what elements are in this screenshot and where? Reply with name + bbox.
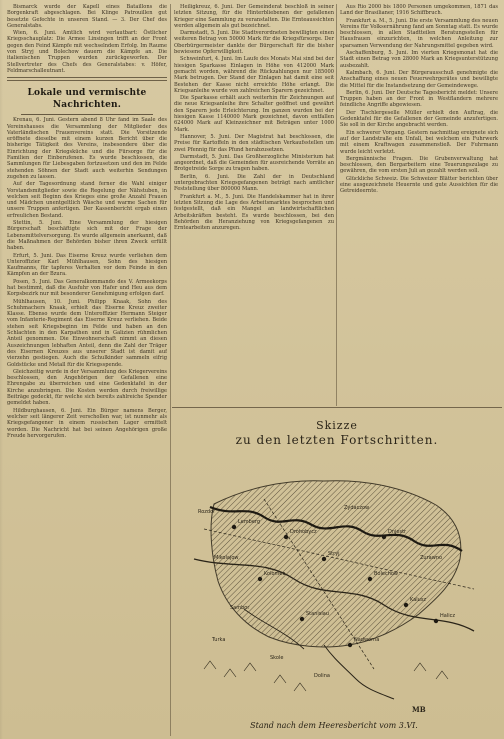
- place-label: Kolomea: [264, 571, 286, 577]
- section-heading: Lokale und vermischte Nachrichten.: [27, 88, 147, 111]
- article-paragraph: Berlin, 6. Juni. Der Deutsche Tagesbericht meldet: Unsere Truppen haben an der Front in Westflandern mehrere feindliche Angriffe abgewiesen.: [340, 89, 498, 109]
- map-drawing: [174, 409, 500, 709]
- article-paragraph: Aus Rio 2000 bis 1800 Personen umgekommen, 1871 das Land der Brasilianer, 1916 Schiffbruch.: [340, 4, 498, 17]
- map-sketch: [174, 409, 500, 736]
- article-paragraph: Hildburghausen, 6. Juni. Ein Bürger namens Berger, welcher seit längerer Zeit verschollen war, ist nunmehr als Kriegsgefangener in einem russischen Lager ermittelt worden. Die Nachricht hat bei seinen Angehörigen große Freude hervorgerufen.: [7, 407, 167, 439]
- place-label: Dolina: [314, 673, 330, 679]
- article-paragraph: Hannover, 5. Juni. Der Magistrat hat beschlossen, die Preise für Kartoffeln in den städtischen Verkaufsstellen um zwei Pfennig für das Pfund herabzusetzen.: [174, 133, 334, 153]
- map-signature: MB: [412, 705, 426, 714]
- article-paragraph: Aschaffenburg, 5. Juni. Im vierten Kriegsmonat hat die Stadt einen Betrag von 28000 Mark an Kriegsunterstützung ausbezahlt.: [340, 50, 498, 69]
- article-paragraph: Kalmbach, 6. Juni. Der Bürgerausschuß genehmigte die Anschaffung eines neuen Feuerwehrgerätes und bewilligte die Mittel für die Instandsetzung der Gemeindewege.: [340, 69, 498, 89]
- place-label: Kalusz: [410, 597, 427, 603]
- river: [324, 645, 394, 699]
- article-paragraph: Posen, 5. Juni. Das Generalkommando des V. Armeekorps hat bestimmt, daß die Ausfuhr von Hafer und Heu aus dem Korpsbezirk nur mit besonderer Genehmigung erfolgen darf.: [7, 278, 167, 298]
- map-title: Skizze: [316, 419, 358, 432]
- article-paragraph: Darmstadt, 5. Juni. Das Großherzogliche Ministerium hat angeordnet, daß die Gemeinden für ausreichende Vorräte an Brotgetreide Sorge zu tragen haben.: [174, 153, 334, 173]
- article-paragraph: Ein schwerer Vorgang. Gestern nachmittag ereignete sich auf der Landstraße ein Unfall, bei welchem ein Fuhrwerk mit einem Kraftwagen zusammenstieß. Der Fuhrmann wurde leicht verletzt.: [340, 129, 498, 155]
- place-label: Sambor: [230, 605, 250, 611]
- column-left: [7, 4, 167, 734]
- column-rule: [336, 4, 337, 406]
- place-label: Halicz: [440, 613, 455, 619]
- place-label: Zydaczow: [344, 505, 370, 511]
- article-paragraph: Der Tischlergeselle Müller erhielt den Auftrag, die Gedenktafel für die Gefallenen der Gemeinde anzufertigen. Sie soll in der Kirche angebracht werden.: [340, 109, 498, 129]
- place-label: Turka: [212, 637, 226, 643]
- article-paragraph: Berlin, 6. Juni. Die Zahl der in Deutschland untergebrachten Kriegsgefangenen beträgt nach amtlicher Feststellung über 800000 Mann.: [174, 173, 334, 193]
- column-middle: [174, 4, 334, 408]
- article-paragraph: Schweinfurt, 4. Juni. Im Laufe des Monats Mai sind bei der hiesigen Sparkasse Einlagen in Höhe von 412000 Mark gemacht worden, während die Rückzahlungen nur 185000 Mark betrugen. Der Stand der Einlagen hat damit eine seit Bestehen der Kasse nicht erreichte Höhe erlangt. Die Kriegsanleihe wurde von zahlreichen Sparern gezeichnet.: [174, 56, 334, 94]
- article-paragraph: Frankfurt a. M., 5. Juni. Die Handelskammer hat in ihrer letzten Sitzung die Lage des Arbeitsmarktes besprochen und festgestellt, daß ein Mangel an landwirtschaftlichen Arbeitskräften besteht. Es wurde beschlossen, bei den Behörden die Heranziehung von Kriegsgefangenen zu Erntearbeiten anzuregen.: [174, 193, 334, 232]
- place-label: Lemberg: [238, 519, 261, 525]
- place-label: Skole: [270, 655, 284, 661]
- place-label: Zurawno: [420, 555, 443, 561]
- place-label: Nadworna: [354, 637, 380, 643]
- article-paragraph: Darmstadt, 5. Juni. Die Stadtverordneten bewilligten einen weiteren Betrag von 50000 Mark für die Kriegsfürsorge. Der Oberbürgermeister dankte der Bürgerschaft für die bisher bewiesene Opferwilligkeit.: [174, 30, 334, 56]
- article-paragraph: Bismarck wurde der Kapell eines Bataillons die Borgenkraft abgeschlagen. Bei Klinge Patrouillen gut besetzte Gefechte in unseren Stand. — 3. Der Chef des Generalstabs.: [7, 4, 167, 29]
- article-paragraph: Krenau, 6. Juni. Gestern abend 8 Uhr fand im Saale des Vereinshauses die Versammlung der Mitglieder des Vaterländischen Frauenvereins statt. Die Vorsitzende eröffnete dieselbe mit einem kurzen Bericht über die bisherige Tätigkeit des Vereins, insbesondere über die Einrichtung der Kriegsküche und die Fürsorge für die Familien der Einberufenen. Es wurde beschlossen, die Sammlungen für Liebesgaben fortzusetzen und den im Felde stehenden Söhnen der Stadt auch weiterhin Sendungen zugehen zu lassen.: [7, 117, 167, 180]
- article-paragraph: Auf der Tagesordnung stand ferner die Wahl einiger Vorstandsmitglieder sowie die Regelung der Nähstuben, in welchen seit Beginn des Krieges eine große Anzahl Frauen und Mädchen unentgeltlich Wäsche und warme Sachen für unsere Truppen anfertigen. Der Kassenbericht ergab einen erfreulichen Bestand.: [7, 181, 167, 219]
- article-paragraph: Frankfurt a. M., 5. Juni. Die erste Versammlung des neuen Vereins für Volksernährung fand am Sonntag statt. Es wurde beschlossen, in allen Stadtteilen Beratungsstellen für Hausfrauen einzurichten, in welchen Anleitung zur sparsamen Verwendung der Nahrungsmittel gegeben wird.: [340, 17, 498, 49]
- place-label: Dnjestr: [388, 529, 407, 535]
- place-label: Rozdol: [198, 509, 215, 515]
- map-top-rule: [172, 407, 502, 408]
- column-rule: [170, 4, 171, 736]
- occupied-area: [211, 481, 461, 647]
- page-edge-shadow: [0, 0, 3, 739]
- section-divider: [7, 77, 167, 81]
- place-label: Drohobycz: [290, 529, 317, 535]
- article-paragraph: Erfurt, 5. Juni. Das Eiserne Kreuz wurde verliehen dem Unteroffizier Karl Mühlhausen, Sohn des hiesigen Kaufmanns, für tapferes Verhalten vor dem Feinde in den Kämpfen an der Bzura.: [7, 252, 167, 278]
- article-paragraph: Heiligkreuz, 6. Juni. Der Gemeinderat beschloß in seiner letzten Sitzung, für die Hinterbliebenen der gefallenen Krieger eine Sammlung zu veranstalten. Die Ernteaussichten werden allgemein als gut bezeichnet.: [174, 4, 334, 29]
- place-label: Bolechow: [374, 571, 399, 577]
- place-label: Stanislau: [306, 611, 329, 617]
- map-caption: Stand nach dem Heeresbericht vom 3.VI.: [250, 721, 418, 730]
- heading-underline: [21, 114, 153, 115]
- article-paragraph: Mühlhausen, 10. Juni. Philipp Knaak, Sohn des Schuhmachers Knaak, erhielt das Eiserne Kreuz zweiter Klasse. Ebenso wurde dem Unteroffizier Hermann Steiger vom Infanterie-Regiment das Eiserne Kreuz verliehen. Beide stehen seit Kriegsbeginn im Felde und haben an den Schlachten in den Karpathen und in Galizien rühmlichen Anteil genommen. Die Einwohnerschaft nimmt an diesen Auszeichnungen lebhaften Anteil, denn die Zahl der Träger des Eisernen Kreuzes aus unserer Stadt ist damit auf vierzehn gestiegen. Auch die Schulkinder sammeln eifrig Goldstücke und Metall für die Kriegsspende.: [7, 298, 167, 368]
- column-right: [340, 4, 498, 408]
- map-subtitle: zu den letzten Fortschritten.: [235, 433, 439, 447]
- article-paragraph: Stettin, 5. Juni. Eine Versammlung der hiesigen Bürgerschaft beschäftigte sich mit der Frage der Lebensmittelversorgung. Es wurde allgemein anerkannt, daß die Maßnahmen der Behörden bisher ihren Zweck erfüllt haben.: [7, 220, 167, 252]
- article-paragraph: Bergmännische Fragen. Die Grubenverwaltung hat beschlossen, den Bergarbeitern eine Teuerungszulage zu gewähren, die vom ersten Juli an gezahlt werden soll.: [340, 155, 498, 175]
- article-paragraph: Glückliche Schweiz. Die Schweizer Blätter berichten über eine ausgezeichnete Heuernte und gute Aussichten für die Getreideernte.: [340, 175, 498, 195]
- place-label: Stryj: [328, 551, 340, 557]
- article-paragraph: Wien, 6. Juni. Amtlich wird verlautbart: Östlicher Kriegsschauplatz: Die Armee Linsingen trifft an der Front gegen den Feind Kämpfe mit wechselndem Erfolg. Im Raume von Stryj und Bolechow dauern die Kämpfe an. Die italienischen Truppen wurden zurückgeworfen. Der Stellvertreter des Chefs des Generalstabes: v. Höfer, Feldmarschalleutnant.: [7, 30, 167, 74]
- place-label: Mikolajow: [214, 555, 239, 561]
- article-paragraph: Die Sparkasse erhält auch weiterhin für Zeichnungen auf die neue Kriegsanleihe ihre Schalter geöffnet und gewährt den Sparern jede Erleichterung. Im ganzen wurden bei der hiesigen Kasse 1140000 Mark gezeichnet, davon entfallen 624000 Mark auf Kleinzeichner mit Beträgen unter 1000 Mark.: [174, 95, 334, 133]
- article-paragraph: Gleichzeitig wurde in der Versammlung des Kriegervereins beschlossen, den Angehörigen der Gefallenen eine Ehrengabe zu überreichen und eine Gedenktafel in der Kirche anzubringen. Die Kosten werden durch freiwillige Beiträge gedeckt, für welche sich bereits zahlreiche Spender gemeldet haben.: [7, 368, 167, 407]
